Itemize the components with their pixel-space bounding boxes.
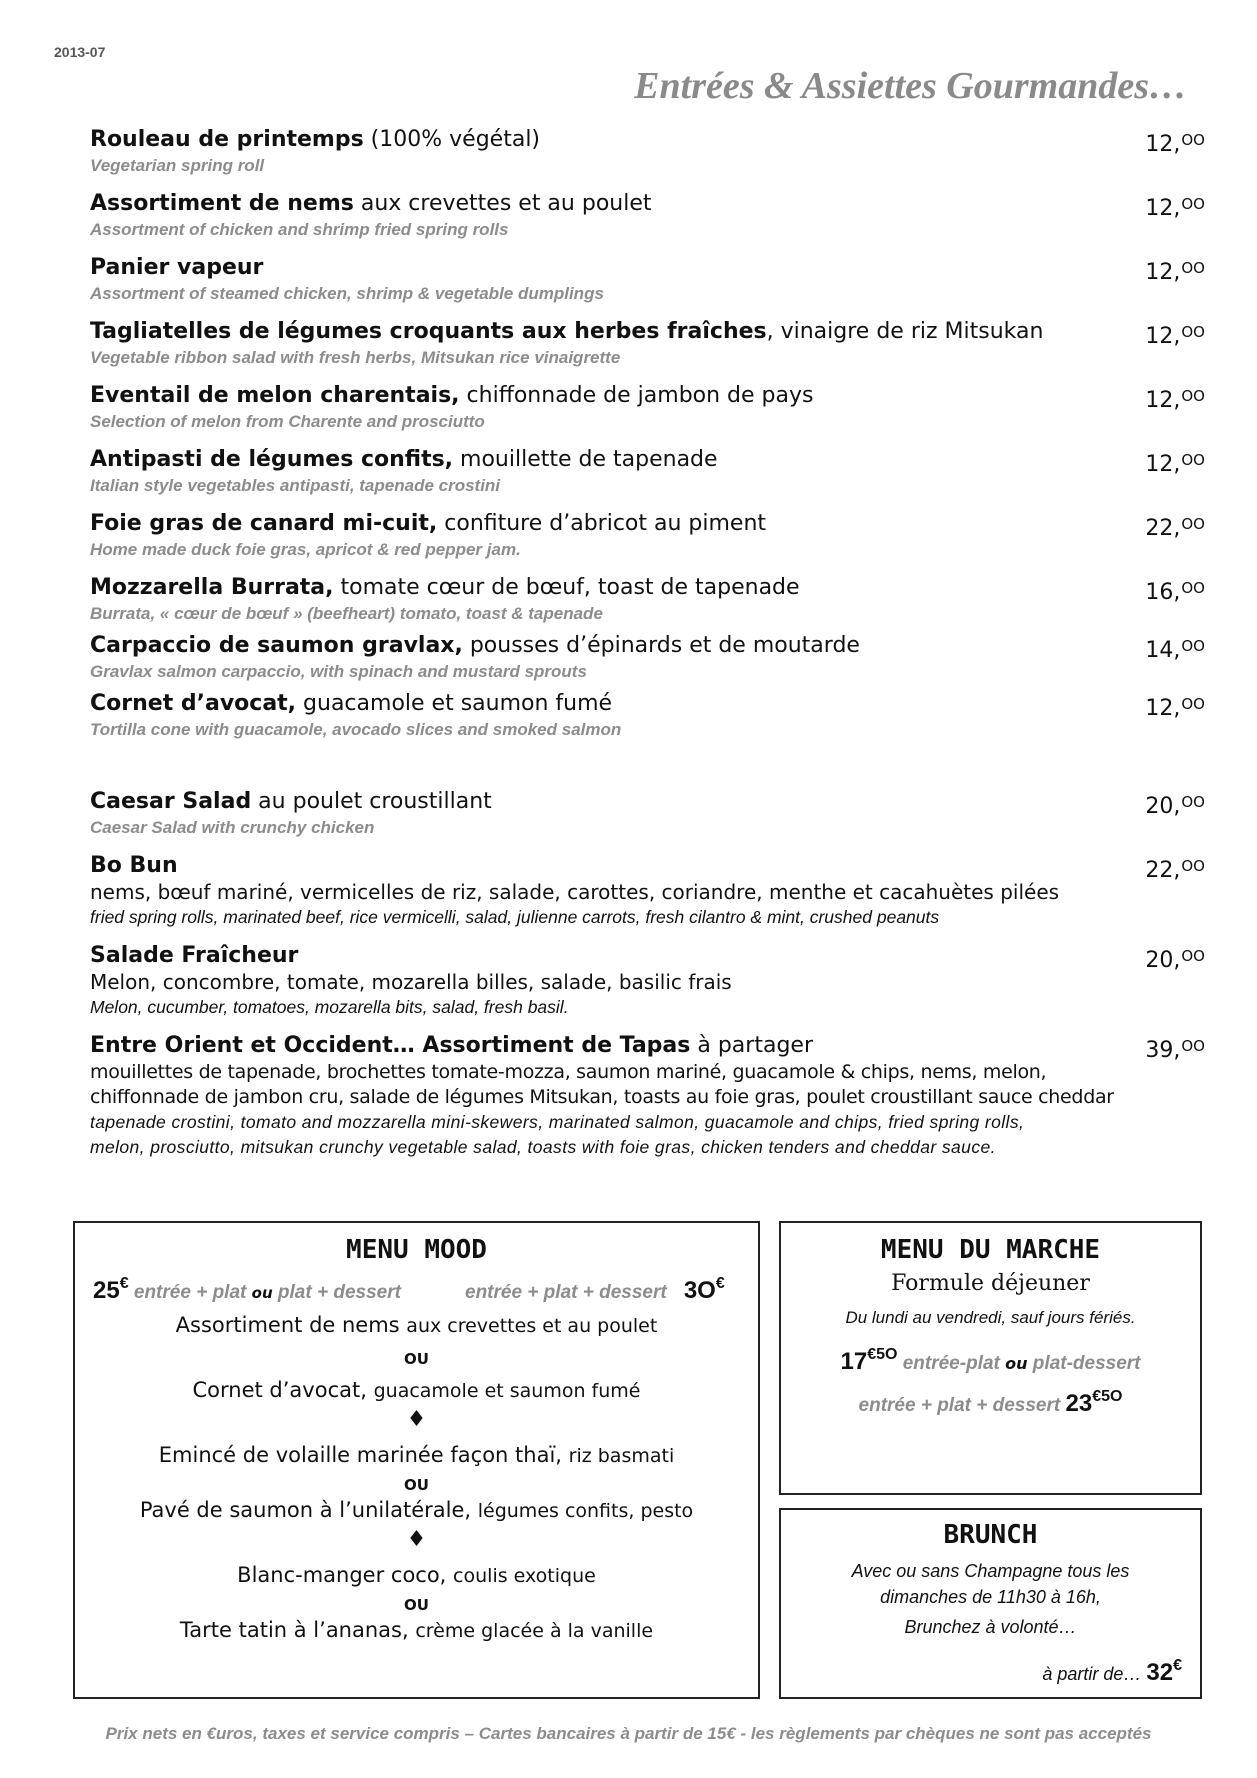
item-name: Antipasti de légumes confits, [90, 447, 454, 472]
item-name: Eventail de melon charentais, [90, 383, 460, 408]
item-detail: (100% végétal) [363, 127, 541, 152]
item-translation: fried spring rolls, marinated beef, rice vermicelli, salad, julienne carrots, fresh cilantro & mint, crushed peanuts [90, 907, 940, 927]
marche-formula-1: $17^{€5O}$ entrée-plat ou plat-dessert [840, 1346, 1141, 1375]
item-detail: guacamole et saumon fumé [296, 691, 613, 716]
mood-course: Cornet d’avocat, guacamole et saumon fumé [192, 1378, 641, 1402]
menu-mood-box [73, 1221, 760, 1699]
item-price: 12,$^{OO}$ [1145, 695, 1205, 721]
menu-item [90, 942, 1205, 1020]
menu-marche-box [779, 1221, 1202, 1495]
item-price: 12,$^{OO}$ [1145, 323, 1205, 349]
menu-item [90, 690, 1205, 742]
footer-note: Prix nets en €uros, taxes et service compris – Cartes bancaires à partir de 15€ - les règlements par chèques ne sont pas acceptés [105, 1724, 1152, 1743]
mood-price-2: 3O€ [683, 1275, 725, 1304]
item-name: Carpaccio de saumon gravlax, [90, 633, 463, 658]
brunch-title: BRUNCH [943, 1520, 1038, 1550]
menu-marche-days: Du lundi au vendredi, sauf jours fériés. [845, 1308, 1136, 1327]
mood-or: OU [404, 1476, 429, 1494]
mood-formula-1b: plat + dessert [272, 1282, 401, 1303]
item-price: 12,$^{OO}$ [1145, 131, 1205, 157]
page-title: Entrées & Assiettes Gourmandes… [634, 65, 1187, 107]
item-translation: Gravlax salmon carpaccio, with spinach and mustard sprouts [90, 662, 587, 681]
brunch-text: Avec ou sans Champagne tous les dimanches de 11h30 à 16h, Brunchez à volonté… [851, 1561, 1130, 1637]
menu-item [90, 126, 1205, 178]
brunch-price: à partir de… 32€ [1042, 1657, 1182, 1686]
item-name: Assortiment de nems [90, 191, 354, 216]
item-price: 20,$^{OO}$ [1145, 947, 1205, 973]
mood-price-1: 25€ [93, 1275, 129, 1304]
menu-item [90, 190, 1205, 242]
item-detail: aux crevettes et au poulet [353, 191, 652, 216]
item-price: 16,$^{OO}$ [1145, 579, 1205, 605]
item-detail: mouillette de tapenade [453, 447, 718, 472]
item-description: chiffonnade de jambon cru, salade de légumes Mitsukan, toasts au foie gras, poulet croustillant sauce cheddar [90, 1086, 1114, 1108]
item-translation: Assortment of steamed chicken, shrimp & vegetable dumplings [90, 284, 604, 303]
item-name: Mozzarella Burrata, [90, 575, 334, 600]
mood-formula-2: entrée + plat + dessert [465, 1282, 667, 1303]
item-price: 12,$^{OO}$ [1145, 195, 1205, 221]
item-name: Bo Bun [90, 853, 178, 878]
menu-item [90, 382, 1205, 434]
item-detail: tomate cœur de bœuf, toast de tapenade [333, 575, 800, 600]
item-translation: Burrata, « cœur de bœuf » (beefheart) tomato, toast & tapenade [90, 604, 603, 623]
item-detail: chiffonnade de jambon de pays [459, 383, 814, 408]
item-translation: Selection of melon from Charente and prosciutto [90, 412, 485, 431]
menu-marche-title: MENU DU MARCHE [880, 1235, 1101, 1265]
menu-mood-title: MENU MOOD [346, 1235, 487, 1265]
diamond-icon: ♦ [406, 1527, 427, 1552]
menu-item [90, 1032, 1205, 1160]
item-name: Cornet d’avocat, [90, 691, 297, 716]
item-detail: à partager [690, 1033, 813, 1058]
mood-course: Blanc-manger coco, coulis exotique [237, 1563, 596, 1587]
item-translation: Home made duck foie gras, apricot & red pepper jam. [90, 540, 521, 559]
mood-or: OU [404, 1596, 429, 1614]
item-price: 20,$^{OO}$ [1145, 793, 1205, 819]
item-name: Rouleau de printemps [90, 127, 364, 152]
item-translation: Vegetable ribbon salad with fresh herbs, Mitsukan rice vinaigrette [90, 348, 621, 367]
item-name: Entre Orient et Occident… Assortiment de Tapas [90, 1033, 691, 1058]
marche-formula-2: entrée + plat + dessert $23^{€5O}$ [858, 1388, 1123, 1417]
item-price: 22,$^{OO}$ [1145, 857, 1205, 883]
menu-item [90, 446, 1205, 498]
menu-item [90, 852, 1205, 930]
menu-item [90, 510, 1205, 562]
item-price: 14,$^{OO}$ [1145, 637, 1205, 663]
menu-item [90, 632, 1205, 684]
item-translation: melon, prosciutto, mitsukan crunchy vegetable salad, toasts with foie gras, chicken tenders and cheddar sauce. [90, 1137, 996, 1157]
item-price: 12,$^{OO}$ [1145, 259, 1205, 285]
item-detail: pousses d’épinards et de moutarde [462, 633, 860, 658]
menu-mood-formulas [75, 1271, 758, 1311]
item-translation: tapenade crostini, tomato and mozzarella mini-skewers, marinated salmon, guacamole and chips, fried spring rolls, [90, 1112, 1025, 1132]
brunch-box [779, 1508, 1202, 1699]
item-description: nems, bœuf mariné, vermicelles de riz, salade, carottes, coriandre, menthe et cacahuètes pilées [90, 880, 1060, 904]
mood-course: Tarte tatin à l’ananas, crème glacée à la vanille [179, 1618, 654, 1642]
item-description: mouillettes de tapenade, brochettes tomate-mozza, saumon mariné, guacamole & chips, nems, melon, [90, 1061, 1047, 1083]
item-name: Panier vapeur [90, 255, 264, 280]
item-name: Salade Fraîcheur [90, 943, 299, 968]
mood-course: Pavé de saumon à l’unilatérale, légumes confits, pesto [139, 1498, 694, 1522]
diamond-icon: ♦ [406, 1407, 427, 1432]
mood-formula-1: entrée + plat [128, 1282, 252, 1303]
item-translation: Caesar Salad with crunchy chicken [90, 818, 375, 837]
item-translation: Tortilla cone with guacamole, avocado slices and smoked salmon [90, 720, 622, 739]
mood-course: Emincé de volaille marinée façon thaï, riz basmati [158, 1443, 675, 1467]
menu-item [90, 254, 1205, 306]
menu-marche-subtitle: Formule déjeuner [891, 1271, 1090, 1296]
item-detail: , vinaigre de riz Mitsukan [766, 319, 1044, 344]
item-translation: Vegetarian spring roll [90, 156, 265, 175]
item-name: Tagliatelles de légumes croquants aux herbes fraîches [90, 319, 767, 344]
item-price: 12,$^{OO}$ [1145, 451, 1205, 477]
mood-ou: ou [251, 1284, 273, 1302]
item-name: Caesar Salad [90, 789, 252, 814]
mood-course: Assortiment de nems aux crevettes et au poulet [175, 1313, 658, 1337]
item-translation: Melon, cucumber, tomatoes, mozarella bits, salad, fresh basil. [90, 997, 569, 1017]
mood-or: OU [404, 1350, 429, 1368]
item-translation: Assortment of chicken and shrimp fried spring rolls [90, 220, 509, 239]
item-detail: au poulet croustillant [251, 789, 492, 814]
item-price: 39,$^{OO}$ [1145, 1037, 1205, 1063]
date-label: 2013-07 [54, 44, 106, 60]
item-price: 12,$^{OO}$ [1145, 387, 1205, 413]
item-description: Melon, concombre, tomate, mozarella billes, salade, basilic frais [90, 970, 732, 994]
item-detail: confiture d’abricot au piment [437, 511, 767, 536]
menu-item [90, 318, 1205, 370]
item-name: Foie gras de canard mi-cuit, [90, 511, 438, 536]
menu-item [90, 788, 1205, 840]
item-price: 22,$^{OO}$ [1145, 515, 1205, 541]
menu-item [90, 574, 1205, 626]
item-translation: Italian style vegetables antipasti, tapenade crostini [90, 476, 501, 495]
